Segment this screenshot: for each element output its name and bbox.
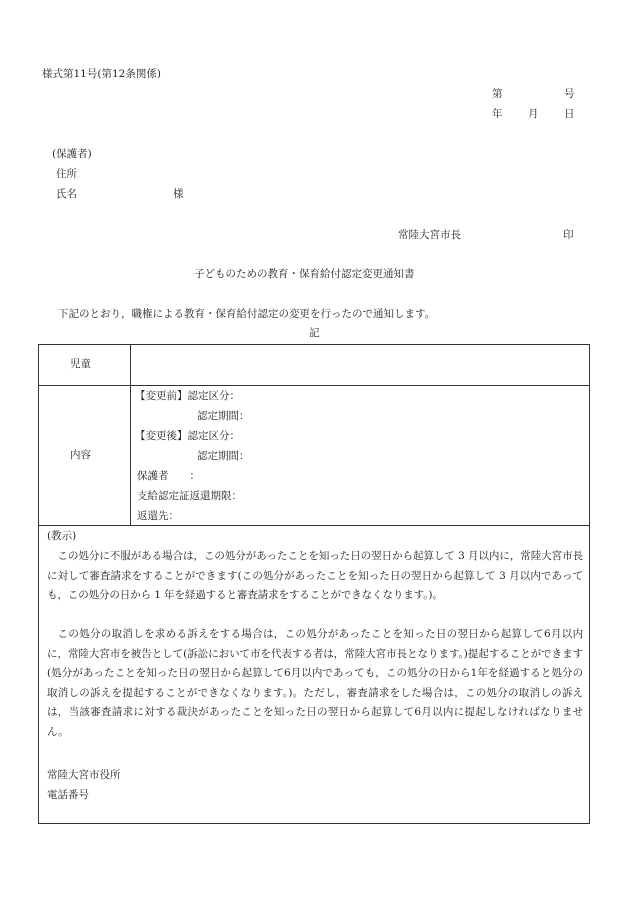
office-name: 常陸大宮市役所 (47, 769, 121, 781)
column-divider (130, 345, 131, 525)
address-label: 住所 (56, 168, 77, 180)
intro-text: 下記のとおり，職権による教育・保育給付認定の変更を行ったので通知します。 (58, 308, 436, 320)
after-category-label: 【変更後】認定区分： (135, 430, 240, 442)
document-number-suffix: 号 (564, 88, 575, 100)
honorific: 様 (173, 188, 184, 200)
content-label: 内容 (70, 449, 91, 461)
date-day-label: 日 (564, 108, 575, 120)
issuer-mayor: 常陸大宮市長 (398, 229, 461, 241)
document-title: 子どものための教育・保育給付認定変更通知書 (194, 268, 415, 280)
before-category-label: 【変更前】認定区分： (135, 390, 240, 402)
ki-label: 記 (309, 327, 320, 339)
certificate-return-deadline-label: 支給認定証返還期限： (137, 490, 242, 502)
row-divider (39, 385, 589, 386)
row-divider (39, 525, 589, 526)
form-number: 様式第11号(第12条関係) (42, 68, 161, 80)
date-month-label: 月 (528, 108, 539, 120)
notice-paragraph-1: この処分に不服がある場合は，この処分があったことを知った日の翌日から起算して 3 月以内に，常陸大宮市長に対して審査請求をすることができます(この処分があったことを知った日の翌日から起算して 3 月以内であっても，この処分の日から 1 年を経過すると審査請求をすることができなくなります。)。 (47, 550, 583, 602)
return-destination-label: 返還先： (137, 510, 179, 522)
seal-mark: 印 (563, 229, 574, 241)
guardian-label: (保護者) (52, 148, 92, 160)
notice-heading: (教示) (47, 530, 77, 542)
document-number-prefix: 第 (492, 88, 503, 100)
name-label: 氏名 (56, 188, 77, 200)
child-label: 児童 (70, 358, 91, 370)
before-period-label: 認定期間： (197, 410, 250, 422)
date-year-label: 年 (492, 108, 503, 120)
form-box (38, 344, 590, 824)
notice-paragraph-2: この処分の取消しを求める訴えをする場合は，この処分があったことを知った日の翌日から起算して6月以内に，常陸大宮市を被告として(訴訟において市を代表する者は，常陸大宮市長となります。)提起することができます(処分があったことを知った日の翌日から起算して6月以内であっても，この処分の日から1年を経過すると処分の取消しの訴えを提起することができなくなります。)。ただし，審査請求をした場合は，この処分の取消しの訴えは，当該審査請求に対する裁決があったことを知った日の翌日から起算して6月以内に提起しなければなりません。 (47, 628, 583, 738)
guardian-row-label: 保護者 ： (137, 470, 200, 482)
phone-label: 電話番号 (47, 789, 89, 801)
after-period-label: 認定期間： (197, 450, 250, 462)
